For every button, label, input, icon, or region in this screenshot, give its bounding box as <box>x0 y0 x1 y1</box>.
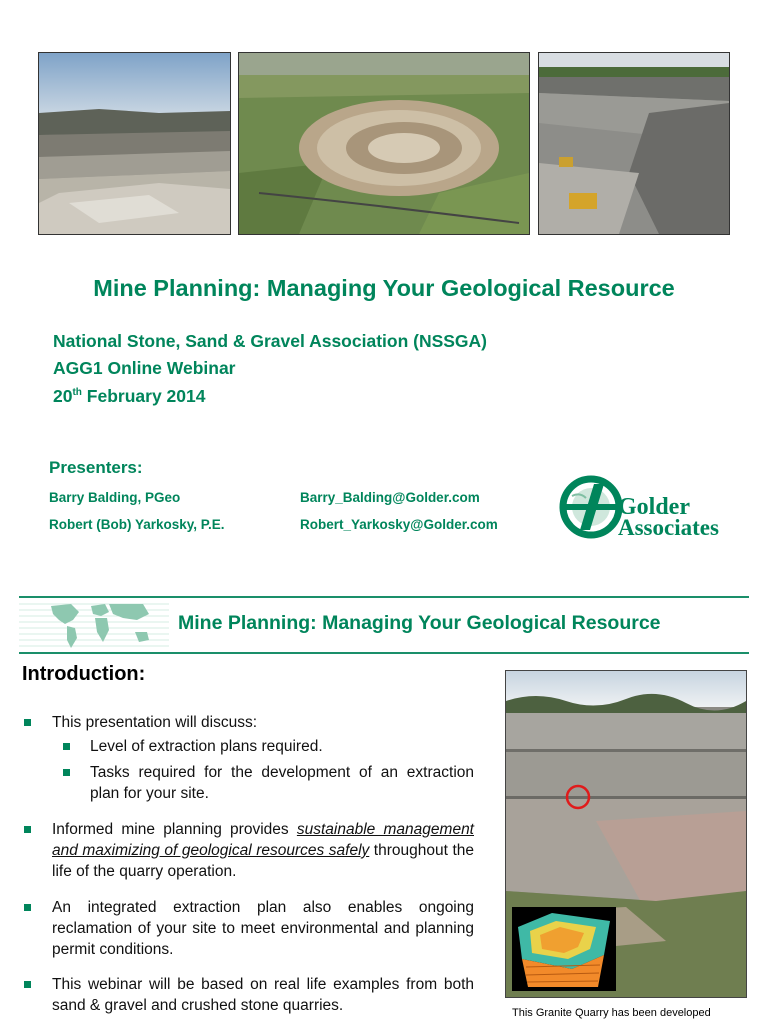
introduction-heading: Introduction: <box>22 663 146 685</box>
presenter-email-1[interactable]: Barry_Balding@Golder.com <box>300 490 480 505</box>
photo-caption: This Granite Quarry has been developed <box>512 1007 711 1019</box>
slide1-title: Mine Planning: Managing Your Geological Resource <box>93 275 675 301</box>
extraction-model-inset <box>512 907 616 991</box>
sub-bullet-tasks: Tasks required for the development of an extraction plan for your site. <box>90 764 474 802</box>
association-name: National Stone, Sand & Gravel Association (NSSGA) <box>53 331 488 351</box>
bullet-marker <box>24 826 31 833</box>
quarry-photo-trucks <box>538 52 730 235</box>
date-suffix: th <box>72 387 82 399</box>
logo-line-2: Associates <box>618 515 719 540</box>
presenter-name-2: Robert (Bob) Yarkosky, P.E. <box>49 517 225 532</box>
presenters-label: Presenters: <box>49 458 143 477</box>
bullet-informed-post: throughout the life of the quarry operation. <box>52 842 474 880</box>
3d-model-icon <box>512 907 616 991</box>
golder-logo <box>558 470 738 542</box>
bullet-discuss: This presentation will discuss: <box>52 714 258 731</box>
date-day: 20 <box>53 386 73 406</box>
bullet-informed <box>52 819 474 882</box>
golder-globe-logo-icon <box>558 474 624 540</box>
webinar-name: AGG1 Online Webinar <box>53 358 236 378</box>
sub-bullet-marker <box>63 743 70 750</box>
bullet-marker <box>24 904 31 911</box>
logo-line-1: Golder <box>618 494 690 520</box>
header-rule-bottom <box>19 652 749 654</box>
granite-quarry-photo <box>505 670 747 998</box>
sub-bullet-levels: Level of extraction plans required. <box>90 738 323 755</box>
quarry-photo-terraces <box>38 52 231 235</box>
presenter-email-2[interactable]: Robert_Yarkosky@Golder.com <box>300 517 498 532</box>
world-map-banner <box>19 598 169 652</box>
presenter-name-1: Barry Balding, PGeo <box>49 490 181 505</box>
world-map-icon <box>19 598 169 652</box>
bullet-marker <box>24 981 31 988</box>
sub-bullet-marker <box>63 769 70 776</box>
bullet-informed-emphasis: sustainable management and maximizing of geological resources safely <box>52 821 474 859</box>
bullet-marker <box>24 719 31 726</box>
quarry-photo-aerial <box>238 52 530 235</box>
bullet-informed-pre: Informed mine planning provides <box>52 821 297 838</box>
webinar-date <box>53 386 205 407</box>
slide2-title: Mine Planning: Managing Your Geological Resource <box>178 612 661 634</box>
bullet-webinar: This webinar will be based on real life examples from both sand & gravel and crushed stone quarries. <box>52 976 474 1014</box>
date-rest: February 2014 <box>81 386 206 406</box>
bullet-integrated: An integrated extraction plan also enables ongoing reclamation of your site to meet environmental and planning permit conditions. <box>52 899 474 958</box>
